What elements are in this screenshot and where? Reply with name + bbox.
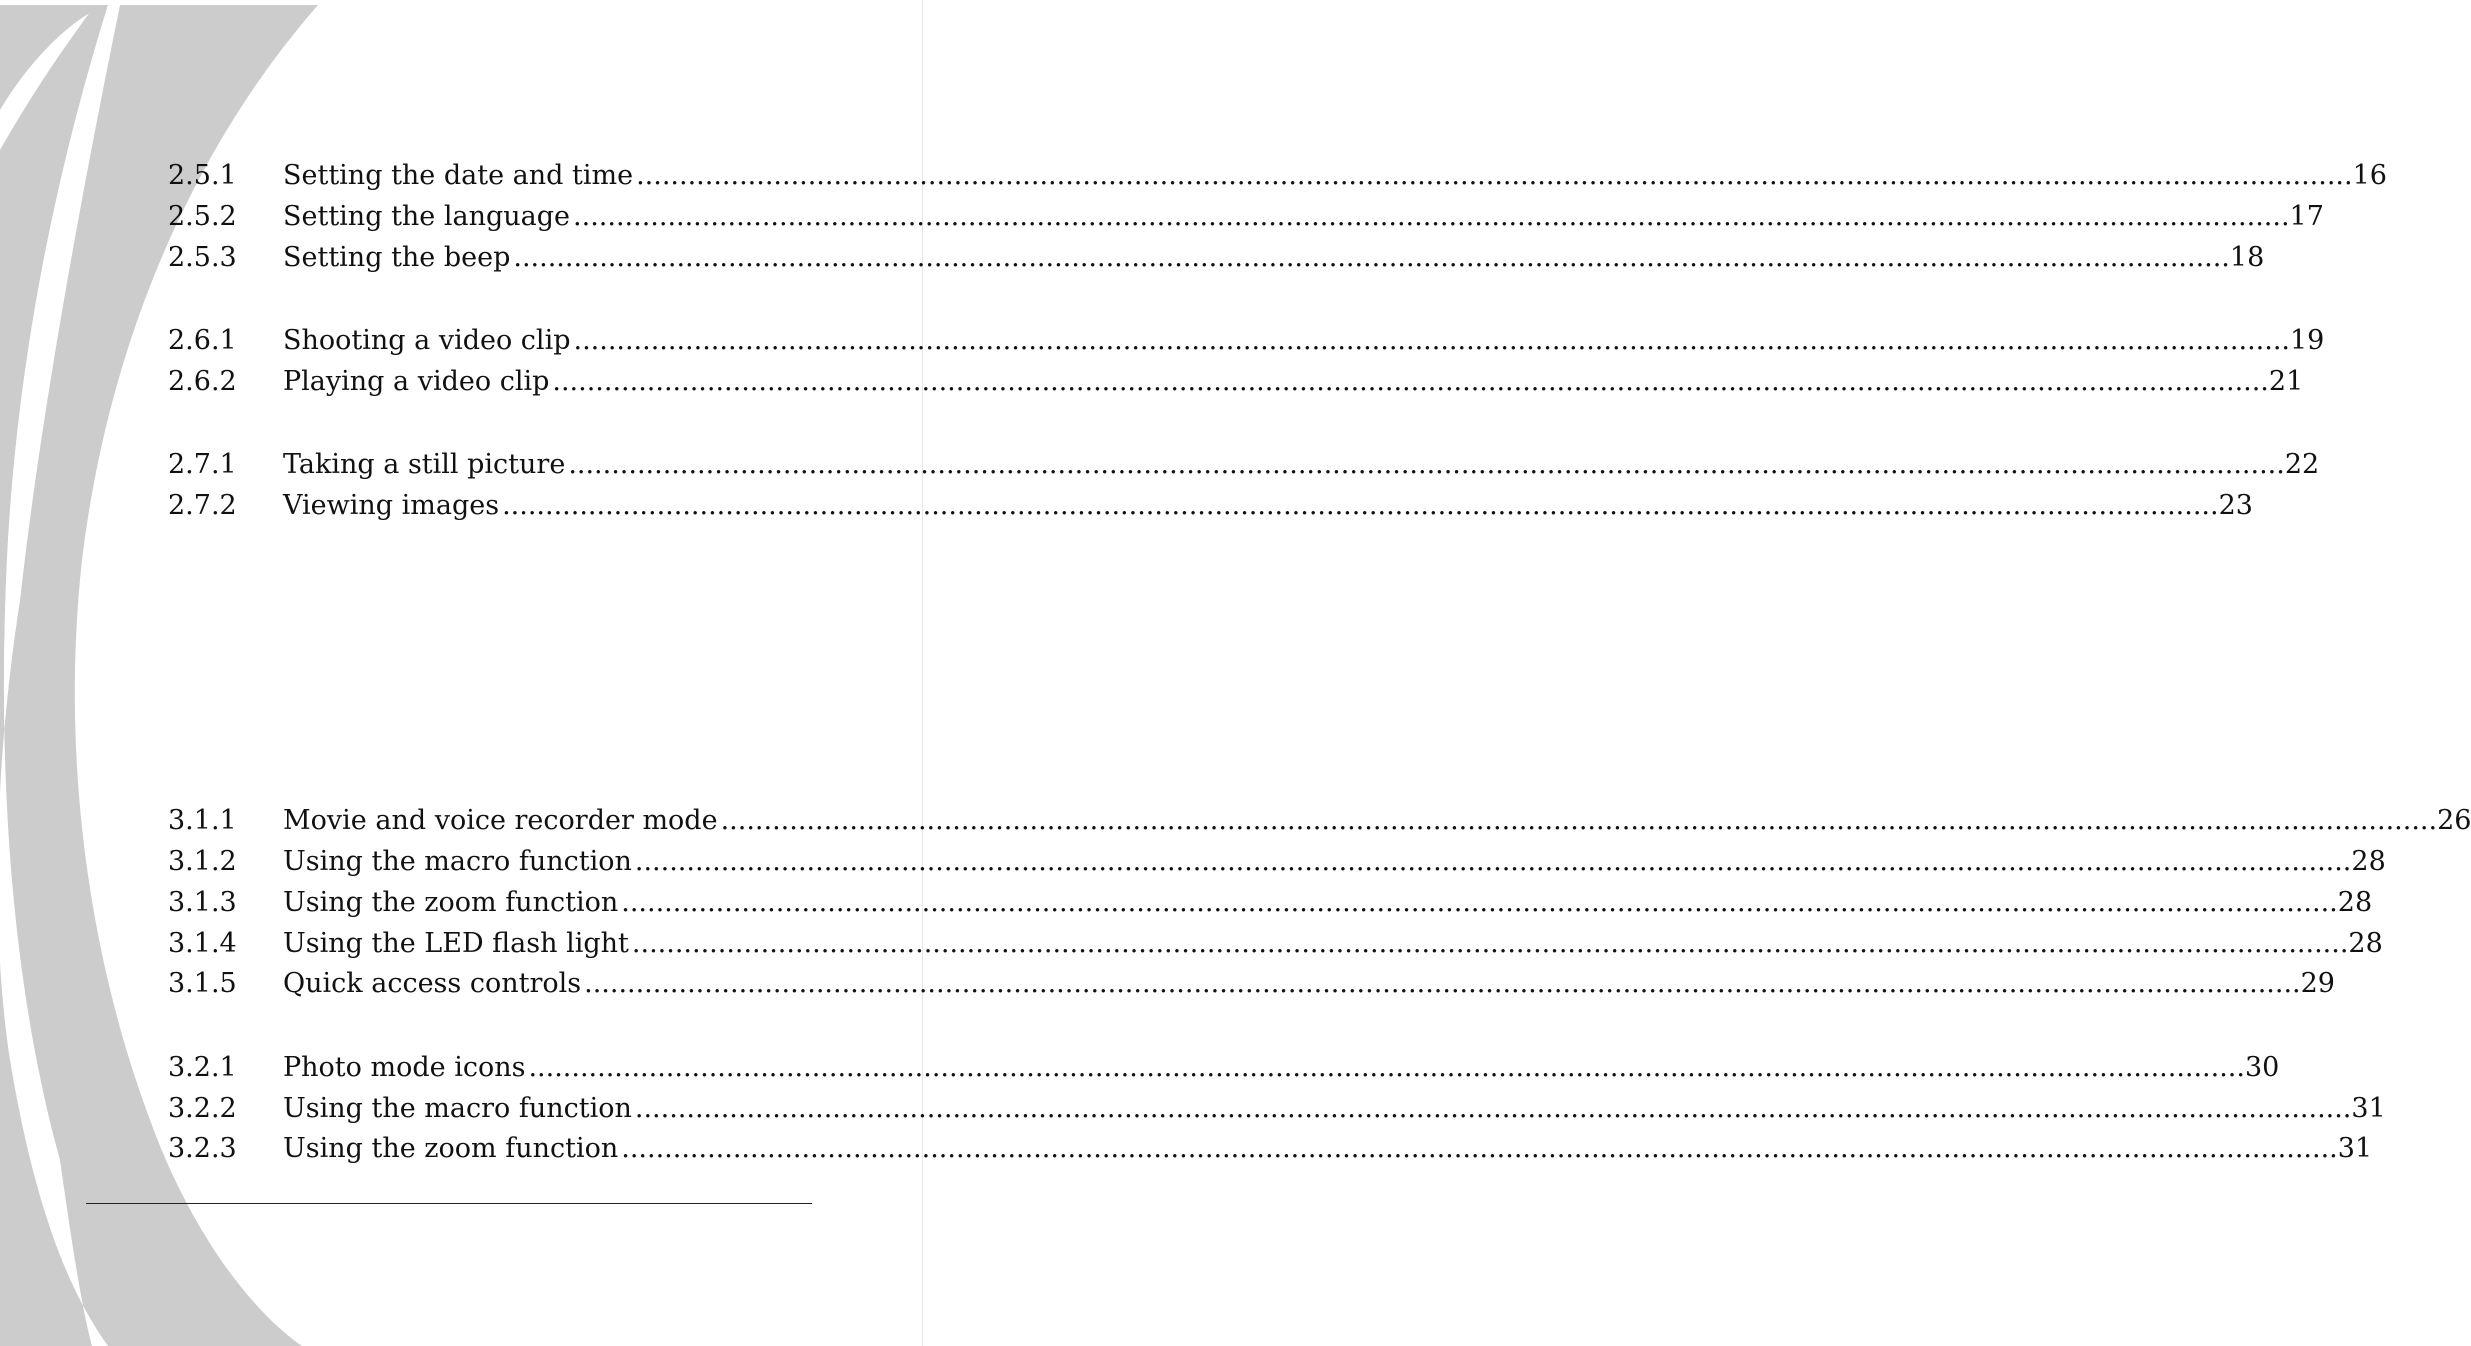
toc-entry[interactable] — [168, 926, 2383, 962]
toc-entry-number: 2.5.2 — [168, 201, 237, 232]
toc-entry-page: 29 — [2300, 968, 2335, 999]
toc-entry-title: Quick access controls — [283, 968, 582, 999]
toc-entry-number: 3.2.1 — [168, 1052, 237, 1083]
toc-entry[interactable] — [168, 803, 2471, 839]
toc-entry[interactable] — [168, 199, 2324, 235]
toc-entry[interactable] — [168, 885, 2373, 921]
toc-entry-page: 17 — [2289, 201, 2324, 232]
toc-entry-page: 31 — [2351, 1093, 2386, 1124]
toc-entry-number: 3.1.4 — [168, 928, 237, 959]
toc-entry[interactable] — [168, 488, 2253, 524]
toc-entry-page: 30 — [2244, 1052, 2280, 1083]
toc-entry-title: Shooting a video clip — [283, 325, 571, 356]
toc-entry[interactable] — [168, 1050, 2280, 1086]
toc-entry-title: Using the macro function — [283, 846, 632, 877]
toc-entry-number: 2.6.1 — [168, 325, 237, 356]
toc-entry-page: 21 — [2268, 366, 2304, 397]
toc-entry-title: Taking a still picture — [283, 449, 566, 480]
toc-entry-page: 22 — [2284, 449, 2320, 480]
toc-dot-leader: ........................................................................................................................................................................................................ — [568, 449, 2285, 480]
toc-entry-title: Using the LED flash light — [283, 928, 629, 959]
toc-entry-page: 16 — [2352, 160, 2387, 191]
toc-entry-number: 3.1.3 — [168, 887, 237, 918]
toc-dot-leader: ........................................................................................................................................................................................................ — [621, 1133, 2338, 1164]
toc-entry-page: 23 — [2218, 490, 2253, 521]
toc-entry-page: 19 — [2290, 325, 2325, 356]
toc-entry[interactable] — [168, 158, 2387, 194]
toc-entry-page: 28 — [2337, 887, 2373, 918]
toc-entry-number: 3.1.1 — [168, 805, 237, 836]
toc-entry-number: 2.7.2 — [168, 490, 237, 521]
toc-entry-page: 18 — [2229, 242, 2265, 273]
toc-entry-number: 2.7.1 — [168, 449, 237, 480]
toc-dot-leader: ........................................................................................................................................................................................................ — [634, 846, 2352, 877]
toc-entry-page: 26 — [2437, 805, 2471, 836]
toc-entry-title: Setting the language — [283, 201, 571, 232]
toc-dot-leader: ........................................................................................................................................................................................................ — [573, 325, 2290, 356]
footer-rule — [86, 1203, 812, 1204]
toc-dot-leader: ........................................................................................................................................................................................................ — [528, 1052, 2245, 1083]
toc-dot-leader: ........................................................................................................................................................................................................ — [636, 160, 2353, 191]
toc-dot-leader: ........................................................................................................................................................................................................ — [552, 366, 2269, 397]
toc-entry-title: Playing a video clip — [283, 366, 550, 397]
toc-entry[interactable] — [168, 1131, 2373, 1167]
toc-dot-leader: ........................................................................................................................................................................................................ — [720, 805, 2438, 836]
toc-entry-title: Setting the beep — [283, 242, 511, 273]
toc-entry-number: 2.5.3 — [168, 242, 237, 273]
toc-entry[interactable] — [168, 364, 2304, 400]
toc-entry-title: Using the zoom function — [283, 1133, 619, 1164]
toc-entry-number: 3.1.2 — [168, 846, 237, 877]
toc-entry-title: Using the zoom function — [283, 887, 619, 918]
toc-entry-title: Viewing images — [283, 490, 500, 521]
toc-entry[interactable] — [168, 323, 2325, 359]
toc-entry[interactable] — [168, 1091, 2386, 1127]
toc-dot-leader: ........................................................................................................................................................................................................ — [584, 968, 2301, 999]
toc-entry-title: Movie and voice recorder mode — [283, 805, 718, 836]
toc-entry[interactable] — [168, 844, 2386, 880]
toc-dot-leader: ........................................................................................................................................................................................................ — [573, 201, 2290, 232]
toc-entry-title: Setting the date and time — [283, 160, 634, 191]
toc-dot-leader: ........................................................................................................................................................................................................ — [621, 887, 2338, 918]
toc-dot-leader: ........................................................................................................................................................................................................ — [631, 928, 2349, 959]
toc-entry-number: 2.6.2 — [168, 366, 237, 397]
toc-dot-leader: ........................................................................................................................................................................................................ — [502, 490, 2219, 521]
toc-entry-number: 3.1.5 — [168, 968, 237, 999]
toc-entry-number: 2.5.1 — [168, 160, 237, 191]
toc-dot-leader: ........................................................................................................................................................................................................ — [634, 1093, 2352, 1124]
toc-entry-number: 3.2.3 — [168, 1133, 237, 1164]
toc-entry-title: Photo mode icons — [283, 1052, 526, 1083]
toc-dot-leader: ........................................................................................................................................................................................................ — [513, 242, 2230, 273]
toc-entry[interactable] — [168, 966, 2335, 1002]
toc-entry-number: 3.2.2 — [168, 1093, 237, 1124]
toc-entry-page: 31 — [2337, 1133, 2373, 1164]
toc-entry-page: 28 — [2351, 846, 2386, 877]
toc-entry[interactable] — [168, 240, 2265, 276]
toc-entry-page: 28 — [2348, 928, 2383, 959]
toc-entry[interactable] — [168, 447, 2320, 483]
toc-entry-title: Using the macro function — [283, 1093, 632, 1124]
